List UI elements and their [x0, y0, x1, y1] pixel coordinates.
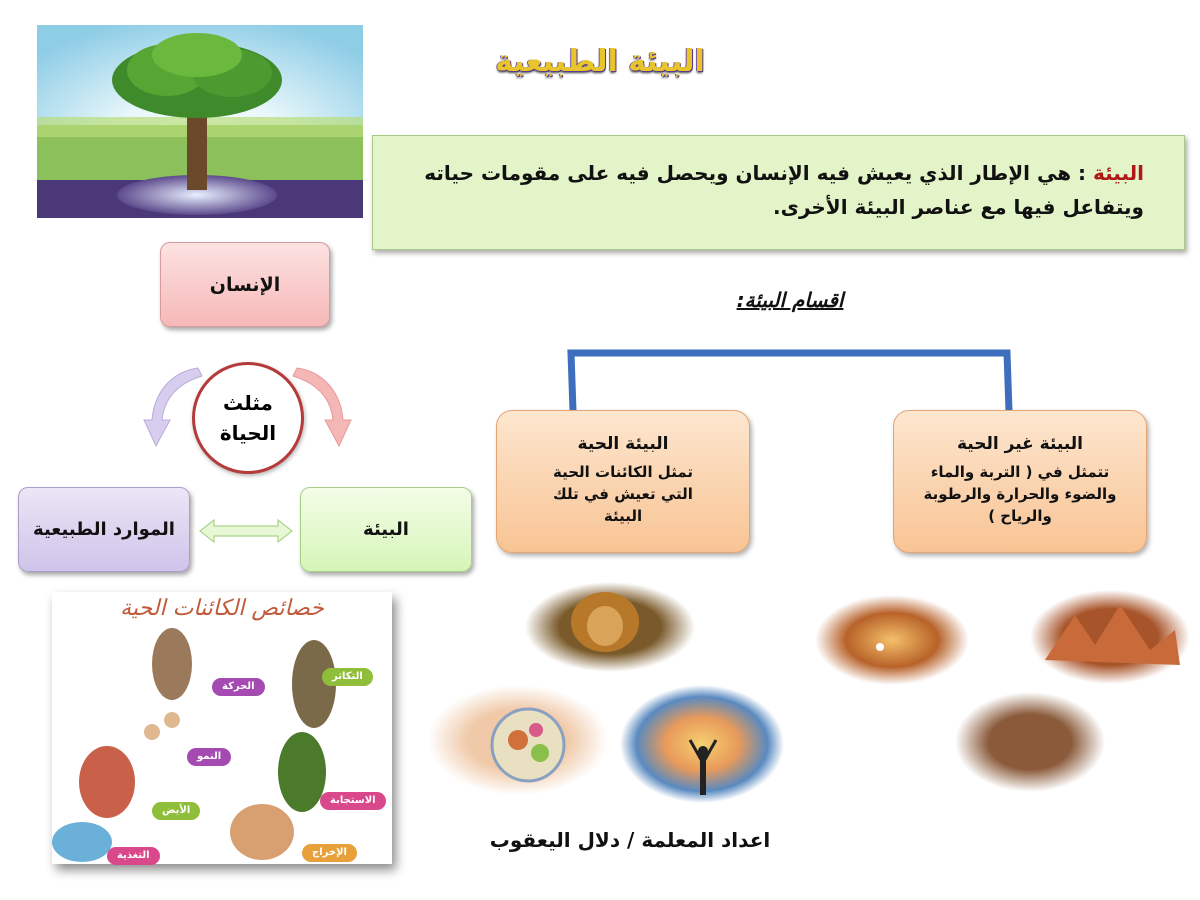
trait-excretion: الإخراج	[302, 844, 357, 862]
trait-growth: النمو	[187, 748, 231, 766]
circle-line-2: الحياة	[219, 421, 277, 445]
nonliving-title: البيئة غير الحية	[956, 434, 1083, 454]
trait-movement: الحركة	[212, 678, 265, 696]
nonliving-environment-box	[893, 410, 1147, 553]
definition-term: البيئة	[1093, 161, 1144, 185]
divisions-heading: اقسام البيئة:	[736, 288, 844, 312]
definition-text: : هي الإطار الذي يعيش فيه الإنسان ويحصل فيه على مقومات حياته ويتفاعل فيها مع عناصر البيئة الأخرى.	[424, 161, 1144, 219]
circle-line-1: مثلث	[223, 391, 273, 415]
trait-metabolism: الأيض	[152, 802, 200, 820]
arrow-left-icon	[140, 362, 205, 452]
traits-card-title: خصائص الكائنات الحية	[120, 596, 324, 621]
natural-resources-box: الموارد الطبيعية	[18, 487, 190, 572]
field-photo	[815, 595, 970, 685]
traits-illustrations	[52, 592, 392, 864]
trait-reproduction: التكاثر	[322, 668, 373, 686]
life-triangle-circle	[192, 362, 304, 474]
nonliving-text: تتمثل في ( التربة والماء والضوء والحرارة والرطوبة والرياح )	[923, 463, 1117, 525]
bracket-connector	[565, 345, 1015, 415]
sunset-person-photo	[620, 685, 785, 803]
trait-response: الاستجابة	[320, 792, 386, 810]
living-title: البيئة الحية	[577, 434, 669, 454]
living-text: تمثل الكائنات الحية التي تعيش في تلك البيئة	[552, 463, 694, 525]
definition-box	[372, 135, 1185, 250]
tree-image	[37, 25, 363, 218]
environment-box: البيئة	[300, 487, 472, 572]
hand-cells-photo	[428, 685, 608, 795]
page-title: البيئة الطبيعية	[495, 44, 705, 79]
arrow-right-icon	[290, 362, 355, 452]
living-traits-card	[52, 592, 392, 864]
mountains-photo	[1030, 590, 1190, 685]
lion-photo	[525, 582, 695, 672]
soil-photo	[955, 692, 1105, 792]
trait-nutrition: التغذية	[107, 847, 160, 865]
human-box: الإنسان	[160, 242, 330, 327]
double-arrow-icon	[198, 518, 294, 544]
author-credit: اعداد المعلمة / دلال اليعقوب	[489, 828, 771, 852]
living-environment-box	[496, 410, 750, 553]
